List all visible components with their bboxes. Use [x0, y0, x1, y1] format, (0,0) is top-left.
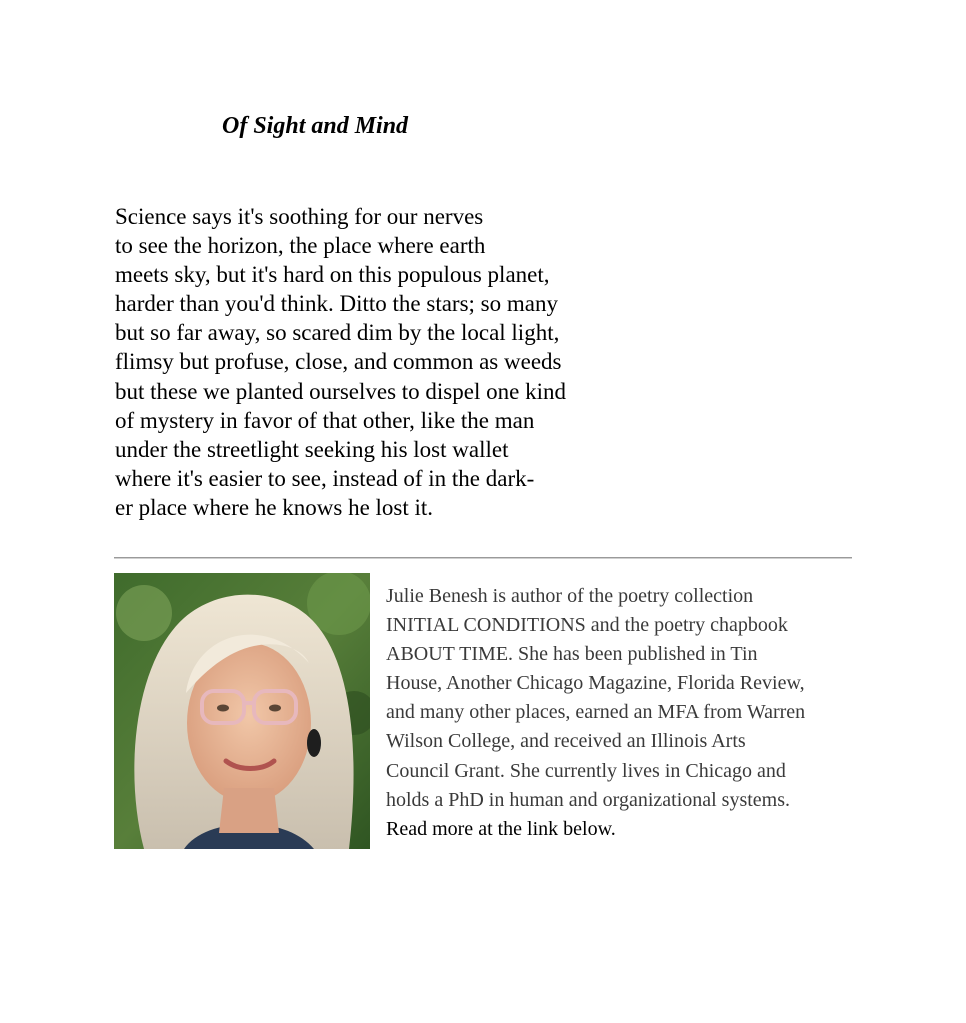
poem-line: of mystery in favor of that other, like the man: [115, 407, 535, 433]
poem-body: [115, 202, 566, 522]
bio-line: Read more at the link below.: [386, 817, 616, 840]
bio-line: House, Another Chicago Magazine, Florida Review,: [386, 672, 805, 695]
poem-line: where it's easier to see, instead of in the dark-: [115, 465, 535, 491]
bio-line: Wilson College, and received an Illinois Arts: [386, 730, 746, 753]
bio-line: INITIAL CONDITIONS and the poetry chapbook: [386, 614, 788, 637]
poem-line: Science says it's soothing for our nerves: [115, 204, 484, 229]
poem-line: to see the horizon, the place where earth: [115, 233, 486, 259]
author-bio: [386, 582, 856, 844]
poem-title: Of Sight and Mind: [222, 113, 409, 139]
poem-line: but so far away, so scared dim by the local light,: [115, 320, 560, 346]
poem-line: flimsy but profuse, close, and common as weeds: [115, 349, 562, 375]
bio-line: and many other places, earned an MFA from Warren: [386, 701, 806, 724]
bio-line: holds a PhD in human and organizational systems.: [386, 788, 791, 811]
poem-line: but these we planted ourselves to dispel one kind: [115, 378, 566, 404]
poem-line: under the streetlight seeking his lost wallet: [115, 436, 509, 462]
bio-line: Council Grant. She currently lives in Chicago and: [386, 759, 786, 782]
bio-line: ABOUT TIME. She has been published in Tin: [386, 643, 758, 666]
poem-line: er place where he knows he lost it.: [115, 494, 434, 520]
poem-line: meets sky, but it's hard on this populous planet,: [115, 262, 550, 288]
section-divider: [114, 557, 852, 559]
author-photo: [114, 573, 370, 849]
poem-line: harder than you'd think. Ditto the stars; so many: [115, 291, 558, 317]
bio-line: Julie Benesh is author of the poetry collection: [386, 585, 754, 607]
